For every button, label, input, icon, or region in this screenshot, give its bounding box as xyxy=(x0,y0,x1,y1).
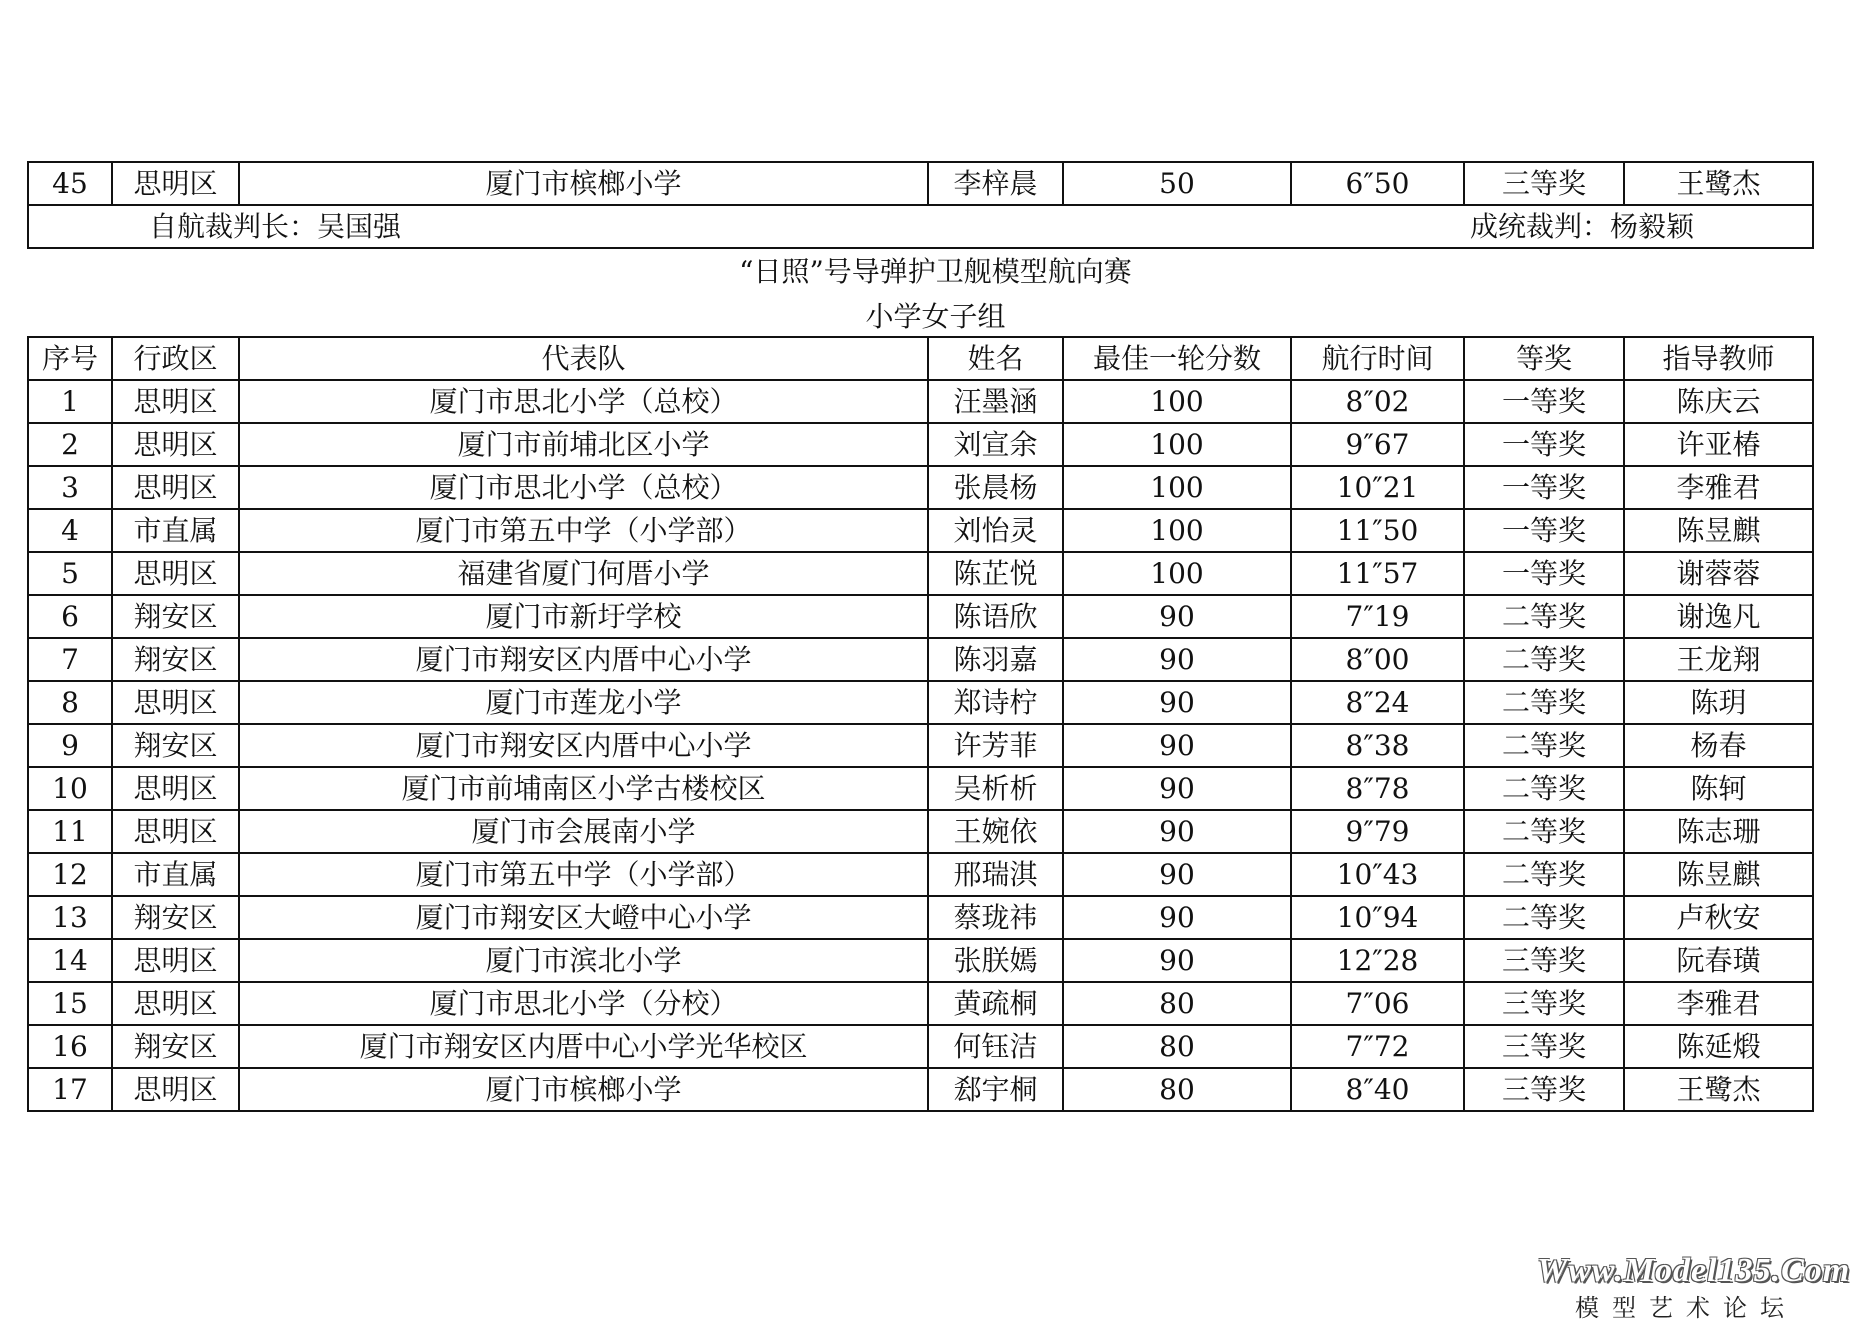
header-row xyxy=(28,337,1813,380)
cell-time: 7″72 xyxy=(1291,1025,1464,1068)
table-row xyxy=(28,638,1813,681)
cell-name: 郄宇桐 xyxy=(928,1068,1063,1111)
cell-award: 二等奖 xyxy=(1464,638,1624,681)
cell-name: 邢瑞淇 xyxy=(928,853,1063,896)
cell-no: 6 xyxy=(28,595,112,638)
cell-teacher: 陈昱麒 xyxy=(1624,853,1813,896)
cell-name: 陈芷悦 xyxy=(928,552,1063,595)
cell-no: 5 xyxy=(28,552,112,595)
cell-score: 100 xyxy=(1063,466,1291,509)
cell-team: 福建省厦门何厝小学 xyxy=(239,552,928,595)
cell-no: 3 xyxy=(28,466,112,509)
cell-time: 8″78 xyxy=(1291,767,1464,810)
cell-time: 10″43 xyxy=(1291,853,1464,896)
cell-score: 90 xyxy=(1063,939,1291,982)
cell-no: 9 xyxy=(28,724,112,767)
cell-no: 45 xyxy=(28,162,112,205)
results-table xyxy=(27,336,1814,1112)
cell-team: 厦门市思北小学（总校） xyxy=(239,466,928,509)
table-row xyxy=(28,896,1813,939)
cell-no: 17 xyxy=(28,1068,112,1111)
cell-time: 10″21 xyxy=(1291,466,1464,509)
header-teacher: 指导教师 xyxy=(1624,337,1813,380)
cell-award: 三等奖 xyxy=(1464,1025,1624,1068)
table-row xyxy=(28,595,1813,638)
cell-name: 蔡珑祎 xyxy=(928,896,1063,939)
cell-team: 厦门市翔安区内厝中心小学光华校区 xyxy=(239,1025,928,1068)
cell-score: 90 xyxy=(1063,896,1291,939)
cell-district: 思明区 xyxy=(112,466,239,509)
cell-award: 三等奖 xyxy=(1464,162,1624,205)
cell-time: 7″06 xyxy=(1291,982,1464,1025)
cell-time: 7″19 xyxy=(1291,595,1464,638)
cell-name: 刘怡灵 xyxy=(928,509,1063,552)
cell-team: 厦门市新圩学校 xyxy=(239,595,928,638)
cell-teacher: 卢秋安 xyxy=(1624,896,1813,939)
cell-no: 4 xyxy=(28,509,112,552)
cell-teacher: 陈志珊 xyxy=(1624,810,1813,853)
cell-teacher: 王鹭杰 xyxy=(1624,162,1813,205)
cell-district: 市直属 xyxy=(112,509,239,552)
cell-name: 李梓晨 xyxy=(928,162,1063,205)
cell-team: 厦门市槟榔小学 xyxy=(239,1068,928,1111)
judges-row xyxy=(28,205,1813,248)
cell-name: 汪墨涵 xyxy=(928,380,1063,423)
results-body xyxy=(28,380,1813,1111)
cell-score: 90 xyxy=(1063,724,1291,767)
table-row xyxy=(28,509,1813,552)
competition-title: “日照”号导弹护卫舰模型航向赛 xyxy=(739,255,1132,288)
cell-district: 思明区 xyxy=(112,810,239,853)
cell-award: 二等奖 xyxy=(1464,896,1624,939)
cell-teacher: 王龙翔 xyxy=(1624,638,1813,681)
cell-name: 张晨杨 xyxy=(928,466,1063,509)
cell-district: 翔安区 xyxy=(112,724,239,767)
table-row xyxy=(28,767,1813,810)
header-team: 代表队 xyxy=(239,337,928,380)
cell-no: 7 xyxy=(28,638,112,681)
table-row xyxy=(28,681,1813,724)
cell-team: 厦门市翔安区内厝中心小学 xyxy=(239,724,928,767)
cell-name: 许芳菲 xyxy=(928,724,1063,767)
cell-time: 6″50 xyxy=(1291,162,1464,205)
cell-teacher: 陈昱麒 xyxy=(1624,509,1813,552)
cell-name: 何钰洁 xyxy=(928,1025,1063,1068)
table-row xyxy=(28,853,1813,896)
score-judge: 成统裁判：杨毅颖 xyxy=(1469,210,1694,243)
cell-award: 一等奖 xyxy=(1464,423,1624,466)
group-title: 小学女子组 xyxy=(865,300,1006,333)
cell-teacher: 陈玥 xyxy=(1624,681,1813,724)
cell-teacher: 陈轲 xyxy=(1624,767,1813,810)
cell-score: 90 xyxy=(1063,595,1291,638)
cell-score: 50 xyxy=(1063,162,1291,205)
cell-district: 市直属 xyxy=(112,853,239,896)
table-row xyxy=(28,982,1813,1025)
cell-team: 厦门市翔安区大嶝中心小学 xyxy=(239,896,928,939)
table-row xyxy=(28,423,1813,466)
cell-district: 翔安区 xyxy=(112,638,239,681)
cell-score: 100 xyxy=(1063,380,1291,423)
cell-award: 一等奖 xyxy=(1464,509,1624,552)
cell-award: 二等奖 xyxy=(1464,767,1624,810)
cell-team: 厦门市思北小学（分校） xyxy=(239,982,928,1025)
cell-name: 张朕嫣 xyxy=(928,939,1063,982)
previous-results-table xyxy=(27,161,1814,249)
header-score: 最佳一轮分数 xyxy=(1063,337,1291,380)
cell-teacher: 王鹭杰 xyxy=(1624,1068,1813,1111)
cell-name: 黄疏桐 xyxy=(928,982,1063,1025)
cell-no: 13 xyxy=(28,896,112,939)
header-district: 行政区 xyxy=(112,337,239,380)
cell-score: 100 xyxy=(1063,552,1291,595)
cell-teacher: 陈延煅 xyxy=(1624,1025,1813,1068)
table-row xyxy=(28,724,1813,767)
table-row xyxy=(28,939,1813,982)
cell-name: 王婉依 xyxy=(928,810,1063,853)
cell-district: 思明区 xyxy=(112,681,239,724)
cell-time: 8″40 xyxy=(1291,1068,1464,1111)
cell-teacher: 谢蓉蓉 xyxy=(1624,552,1813,595)
cell-score: 80 xyxy=(1063,1068,1291,1111)
site-watermark: Www.Model135.Com xyxy=(1537,1252,1851,1289)
cell-teacher: 李雅君 xyxy=(1624,982,1813,1025)
cell-score: 90 xyxy=(1063,853,1291,896)
cell-teacher: 陈庆云 xyxy=(1624,380,1813,423)
forum-watermark: 模型艺术论坛 xyxy=(1575,1294,1797,1322)
cell-team: 厦门市槟榔小学 xyxy=(239,162,928,205)
cell-time: 8″38 xyxy=(1291,724,1464,767)
cell-district: 翔安区 xyxy=(112,896,239,939)
cell-teacher: 李雅君 xyxy=(1624,466,1813,509)
cell-score: 100 xyxy=(1063,423,1291,466)
cell-teacher: 阮春璜 xyxy=(1624,939,1813,982)
cell-team: 厦门市前埔南区小学古楼校区 xyxy=(239,767,928,810)
cell-award: 三等奖 xyxy=(1464,1068,1624,1111)
header-name: 姓名 xyxy=(928,337,1063,380)
cell-teacher: 谢逸凡 xyxy=(1624,595,1813,638)
cell-name: 郑诗柠 xyxy=(928,681,1063,724)
cell-no: 8 xyxy=(28,681,112,724)
cell-team: 厦门市滨北小学 xyxy=(239,939,928,982)
header-no: 序号 xyxy=(28,337,112,380)
cell-award: 二等奖 xyxy=(1464,595,1624,638)
cell-name: 陈语欣 xyxy=(928,595,1063,638)
table-row xyxy=(28,810,1813,853)
cell-score: 90 xyxy=(1063,638,1291,681)
cell-district: 翔安区 xyxy=(112,1025,239,1068)
cell-time: 9″67 xyxy=(1291,423,1464,466)
cell-award: 二等奖 xyxy=(1464,810,1624,853)
cell-award: 二等奖 xyxy=(1464,724,1624,767)
table-row xyxy=(28,380,1813,423)
cell-team: 厦门市前埔北区小学 xyxy=(239,423,928,466)
cell-team: 厦门市思北小学（总校） xyxy=(239,380,928,423)
cell-district: 思明区 xyxy=(112,552,239,595)
cell-award: 三等奖 xyxy=(1464,982,1624,1025)
cell-no: 12 xyxy=(28,853,112,896)
cell-time: 10″94 xyxy=(1291,896,1464,939)
cell-team: 厦门市第五中学（小学部） xyxy=(239,509,928,552)
cell-award: 二等奖 xyxy=(1464,853,1624,896)
cell-district: 思明区 xyxy=(112,380,239,423)
cell-team: 厦门市莲龙小学 xyxy=(239,681,928,724)
cell-district: 思明区 xyxy=(112,982,239,1025)
cell-score: 100 xyxy=(1063,509,1291,552)
cell-no: 10 xyxy=(28,767,112,810)
cell-teacher: 杨春 xyxy=(1624,724,1813,767)
table-row xyxy=(28,552,1813,595)
table-row xyxy=(28,466,1813,509)
cell-award: 二等奖 xyxy=(1464,681,1624,724)
cell-district: 思明区 xyxy=(112,1068,239,1111)
cell-score: 80 xyxy=(1063,1025,1291,1068)
cell-no: 2 xyxy=(28,423,112,466)
cell-no: 1 xyxy=(28,380,112,423)
cell-district: 思明区 xyxy=(112,423,239,466)
header-time: 航行时间 xyxy=(1291,337,1464,380)
cell-team: 厦门市翔安区内厝中心小学 xyxy=(239,638,928,681)
cell-time: 8″02 xyxy=(1291,380,1464,423)
cell-time: 8″00 xyxy=(1291,638,1464,681)
cell-district: 思明区 xyxy=(112,939,239,982)
chief-judge: 自航裁判长：吴国强 xyxy=(149,210,402,243)
cell-award: 一等奖 xyxy=(1464,380,1624,423)
cell-time: 11″50 xyxy=(1291,509,1464,552)
cell-district: 翔安区 xyxy=(112,595,239,638)
cell-team: 厦门市会展南小学 xyxy=(239,810,928,853)
cell-award: 一等奖 xyxy=(1464,552,1624,595)
cell-score: 90 xyxy=(1063,810,1291,853)
cell-time: 8″24 xyxy=(1291,681,1464,724)
cell-award: 三等奖 xyxy=(1464,939,1624,982)
table-row xyxy=(28,162,1813,205)
cell-name: 刘宣余 xyxy=(928,423,1063,466)
table-row xyxy=(28,1068,1813,1111)
cell-no: 15 xyxy=(28,982,112,1025)
cell-no: 16 xyxy=(28,1025,112,1068)
cell-no: 11 xyxy=(28,810,112,853)
cell-district: 思明区 xyxy=(112,162,239,205)
header-award: 等奖 xyxy=(1464,337,1624,380)
cell-team: 厦门市第五中学（小学部） xyxy=(239,853,928,896)
cell-award: 一等奖 xyxy=(1464,466,1624,509)
cell-time: 11″57 xyxy=(1291,552,1464,595)
cell-teacher: 许亚椿 xyxy=(1624,423,1813,466)
cell-time: 9″79 xyxy=(1291,810,1464,853)
cell-district: 思明区 xyxy=(112,767,239,810)
cell-time: 12″28 xyxy=(1291,939,1464,982)
cell-name: 陈羽嘉 xyxy=(928,638,1063,681)
cell-score: 90 xyxy=(1063,681,1291,724)
cell-score: 90 xyxy=(1063,767,1291,810)
cell-name: 吴析析 xyxy=(928,767,1063,810)
table-row xyxy=(28,1025,1813,1068)
cell-score: 80 xyxy=(1063,982,1291,1025)
cell-no: 14 xyxy=(28,939,112,982)
